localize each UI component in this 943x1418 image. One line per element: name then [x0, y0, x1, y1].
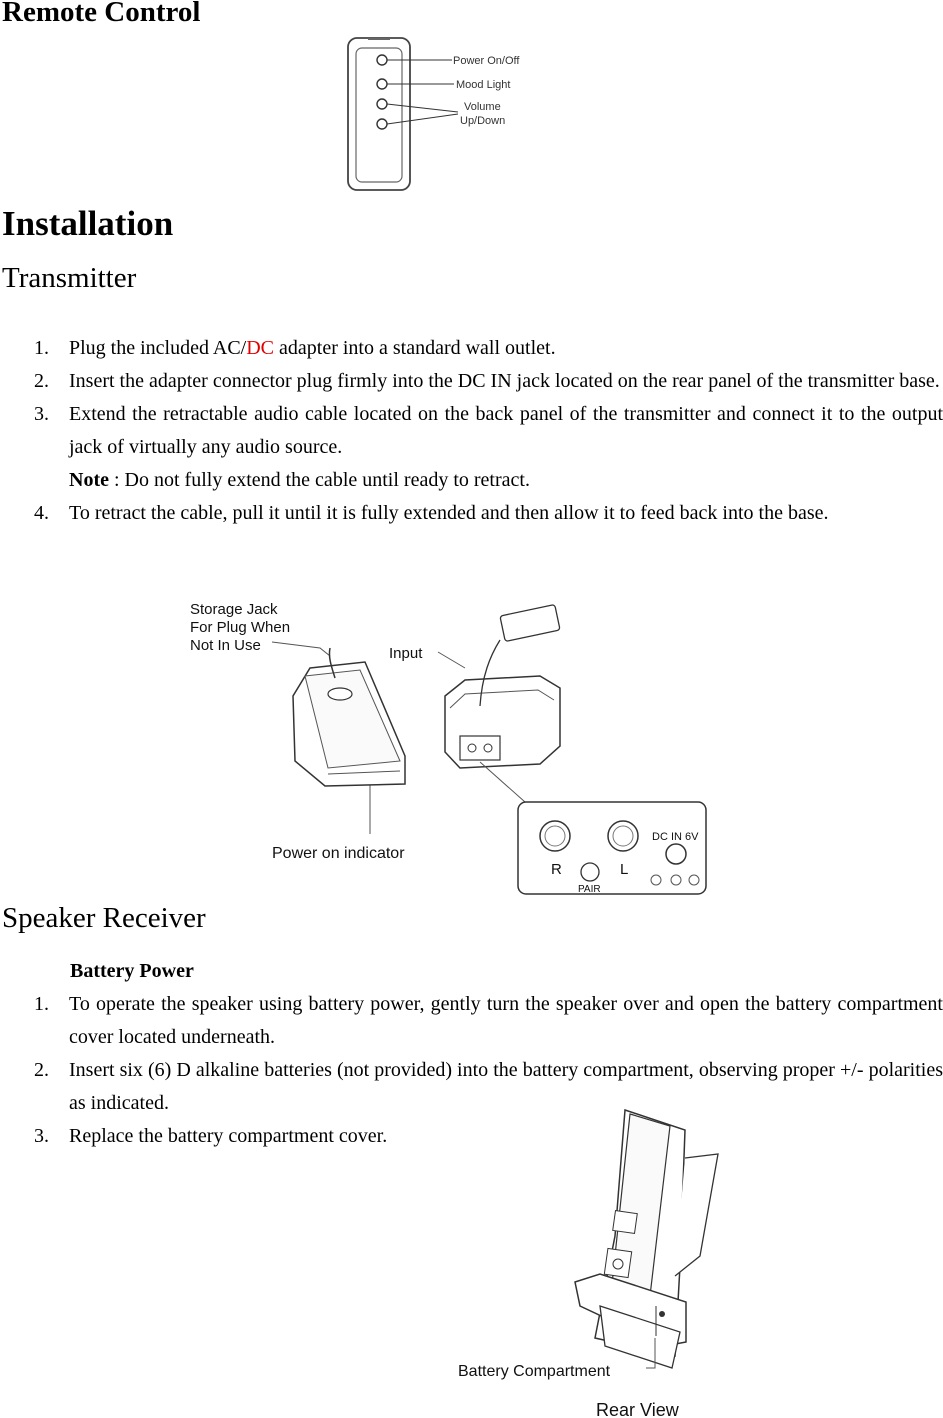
step-number: 1.: [34, 993, 49, 1015]
note-text: : Do not fully extend the cable until ready to retract.: [108, 469, 530, 491]
step-number: 3.: [34, 403, 49, 425]
power-indicator-label: Power on indicator: [272, 845, 405, 862]
battery-power-subheading: Battery Power: [70, 960, 194, 982]
step-highlight: DC: [246, 337, 275, 359]
volume-up-button-icon: [377, 99, 387, 109]
list-item: [0, 398, 943, 464]
list-item: [0, 365, 943, 398]
step-text: Replace the battery compartment cover.: [69, 1125, 388, 1147]
step-text: Extend the retractable audio cable located on the back panel of the transmitter and connect it to the output jack of virtually any audio source.: [69, 403, 943, 458]
step-text: To retract the cable, pull it until it is fully extended and then allow it to feed back into the base.: [69, 502, 829, 524]
list-item: [0, 332, 943, 365]
transmitter-figure: [180, 596, 720, 898]
step-number: 2.: [34, 370, 49, 392]
step-text: To operate the speaker using battery power, gently turn the speaker over and open the battery compartment cover located underneath.: [69, 993, 943, 1048]
step-text: Insert the adapter connector plug firmly into the DC IN jack located on the rear panel of the transmitter base.: [69, 370, 940, 392]
pair-label: PAIR: [578, 884, 601, 895]
remote-label-power: Power On/Off: [453, 55, 520, 67]
remote-label-volume: Volume: [464, 101, 501, 113]
remote-label-mood: Mood Light: [456, 79, 511, 91]
right-jack-label: R: [551, 861, 562, 878]
battery-compartment-label: Battery Compartment: [458, 1363, 611, 1380]
note-label: Note: [69, 469, 109, 491]
mood-light-button-icon: [377, 79, 387, 89]
remote-control-heading: Remote Control: [2, 0, 201, 28]
remote-control-figure: [318, 30, 528, 206]
storage-jack-label-2: For Plug When: [190, 619, 291, 636]
step-number: 4.: [34, 502, 49, 524]
storage-jack-label: Storage Jack: [190, 601, 278, 618]
dc-in-label: DC IN 6V: [652, 831, 699, 843]
list-item: [0, 988, 943, 1054]
speaker-rear-figure: [450, 1106, 730, 1416]
step-number: 1.: [34, 337, 49, 359]
volume-down-button-icon: [377, 119, 387, 129]
step-number: 3.: [34, 1125, 49, 1147]
step-text: Plug the included AC/: [69, 337, 247, 359]
left-jack-label: L: [620, 861, 629, 878]
input-label: Input: [389, 645, 423, 662]
step-number: 2.: [34, 1059, 49, 1081]
rear-view-label: Rear View: [596, 1400, 679, 1416]
transmitter-steps: [0, 332, 943, 530]
installation-heading: Installation: [2, 204, 174, 243]
note: [0, 464, 943, 497]
speaker-receiver-heading: Speaker Receiver: [2, 902, 206, 934]
power-button-icon: [377, 55, 387, 65]
step-text: adapter into a standard wall outlet.: [274, 337, 556, 359]
transmitter-heading: Transmitter: [2, 262, 137, 294]
list-item: [0, 497, 943, 530]
remote-label-updown: Up/Down: [460, 115, 506, 127]
storage-jack-label-3: Not In Use: [190, 637, 261, 654]
step-text: Insert six (6) D alkaline batteries (not provided) into the battery compartment, observing proper +/- polarities as indicated.: [69, 1059, 943, 1114]
